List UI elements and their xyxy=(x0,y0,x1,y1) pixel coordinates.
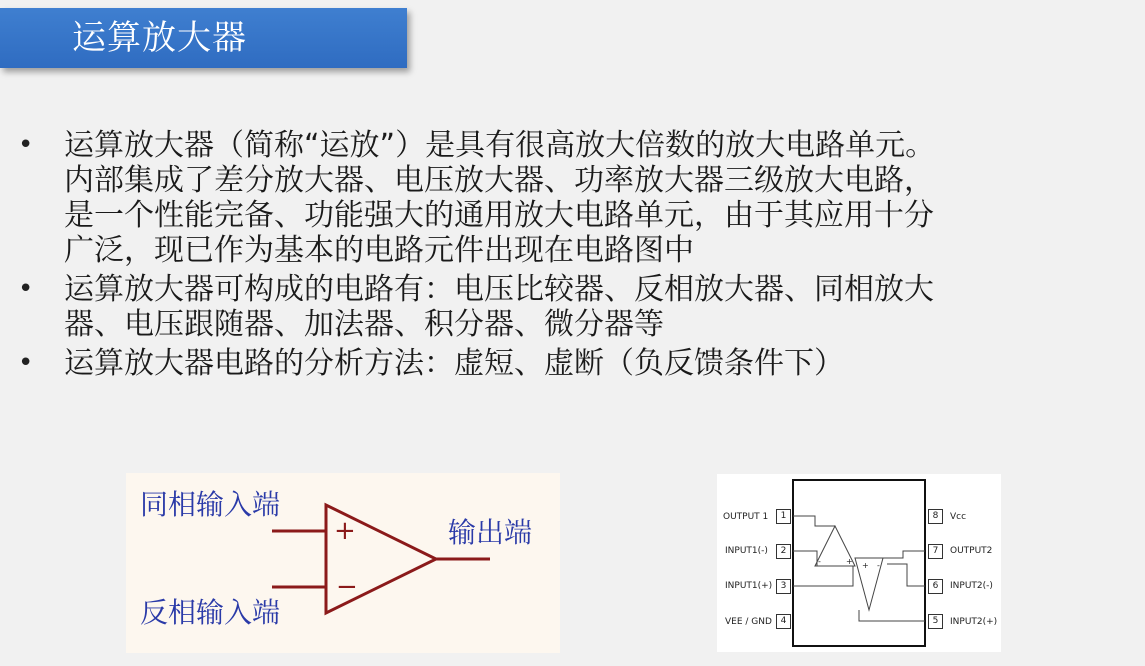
pin-6-number: 6 xyxy=(928,579,943,594)
pin-8-label: Vcc xyxy=(950,512,967,522)
bullet-line: 运算放大器可构成的电路有：电压比较器、反相放大器、同相放大 xyxy=(64,272,934,307)
bullet-item xyxy=(18,272,1138,342)
bullet-line: 运算放大器（简称“运放”）是具有很高放大倍数的放大电路单元。 xyxy=(64,128,936,163)
pin-2-number: 2 xyxy=(776,544,791,559)
bullet-line: 运算放大器电路的分析方法：虚短、虚断（负反馈条件下） xyxy=(64,346,844,381)
slide-title: 运算放大器 xyxy=(72,18,247,58)
pin-7-number: 7 xyxy=(928,544,943,559)
bullet-line: 内部集成了差分放大器、电压放大器、功率放大器三级放大电路， xyxy=(64,163,934,198)
pin-8-number: 8 xyxy=(928,509,943,524)
bullet-item xyxy=(18,128,1138,268)
pin-4-label: VEE / GND xyxy=(725,617,772,627)
pin-3-label: INPUT1(+) xyxy=(725,581,773,591)
minus-sign: − xyxy=(336,572,358,602)
amp1-plus-marker: + xyxy=(846,557,853,566)
output-label: 输出端 xyxy=(448,516,533,549)
opamp-symbol-figure xyxy=(126,473,560,653)
noninverting-input-label: 同相输入端 xyxy=(140,488,281,521)
bullet-line: 器、电压跟随器、加法器、积分器、微分器等 xyxy=(64,307,664,342)
pin-1-number: 1 xyxy=(776,509,791,524)
amp2-plus-marker: + xyxy=(862,561,869,570)
pin-4-number: 4 xyxy=(776,614,791,629)
bullet-line: 是一个性能完备、功能强大的通用放大电路单元，由于其应用十分 xyxy=(64,198,934,233)
bullet-line: 广泛，现已作为基本的电路元件出现在电路图中 xyxy=(64,233,694,268)
pin-5-number: 5 xyxy=(928,614,943,629)
bullet-dot: • xyxy=(18,348,34,378)
pin-7-label: OUTPUT2 xyxy=(950,546,993,556)
inverting-input-label: 反相输入端 xyxy=(140,596,281,629)
pin-3-number: 3 xyxy=(776,579,791,594)
slide-title-bar xyxy=(0,8,407,68)
amp2-minus-marker: - xyxy=(877,561,880,570)
plus-sign: + xyxy=(334,516,356,546)
bullet-list xyxy=(18,128,1138,385)
bullet-item xyxy=(18,346,1138,381)
pin-2-label: INPUT1(-) xyxy=(725,546,768,556)
pin-5-label: INPUT2(+) xyxy=(950,617,998,627)
pin-1-label: OUTPUT 1 xyxy=(723,512,769,522)
dual-opamp-pinout-figure xyxy=(717,474,1001,652)
bullet-dot: • xyxy=(18,130,34,160)
pin-6-label: INPUT2(-) xyxy=(950,581,993,591)
amp1-minus-marker: - xyxy=(818,557,821,566)
bullet-dot: • xyxy=(18,274,34,304)
